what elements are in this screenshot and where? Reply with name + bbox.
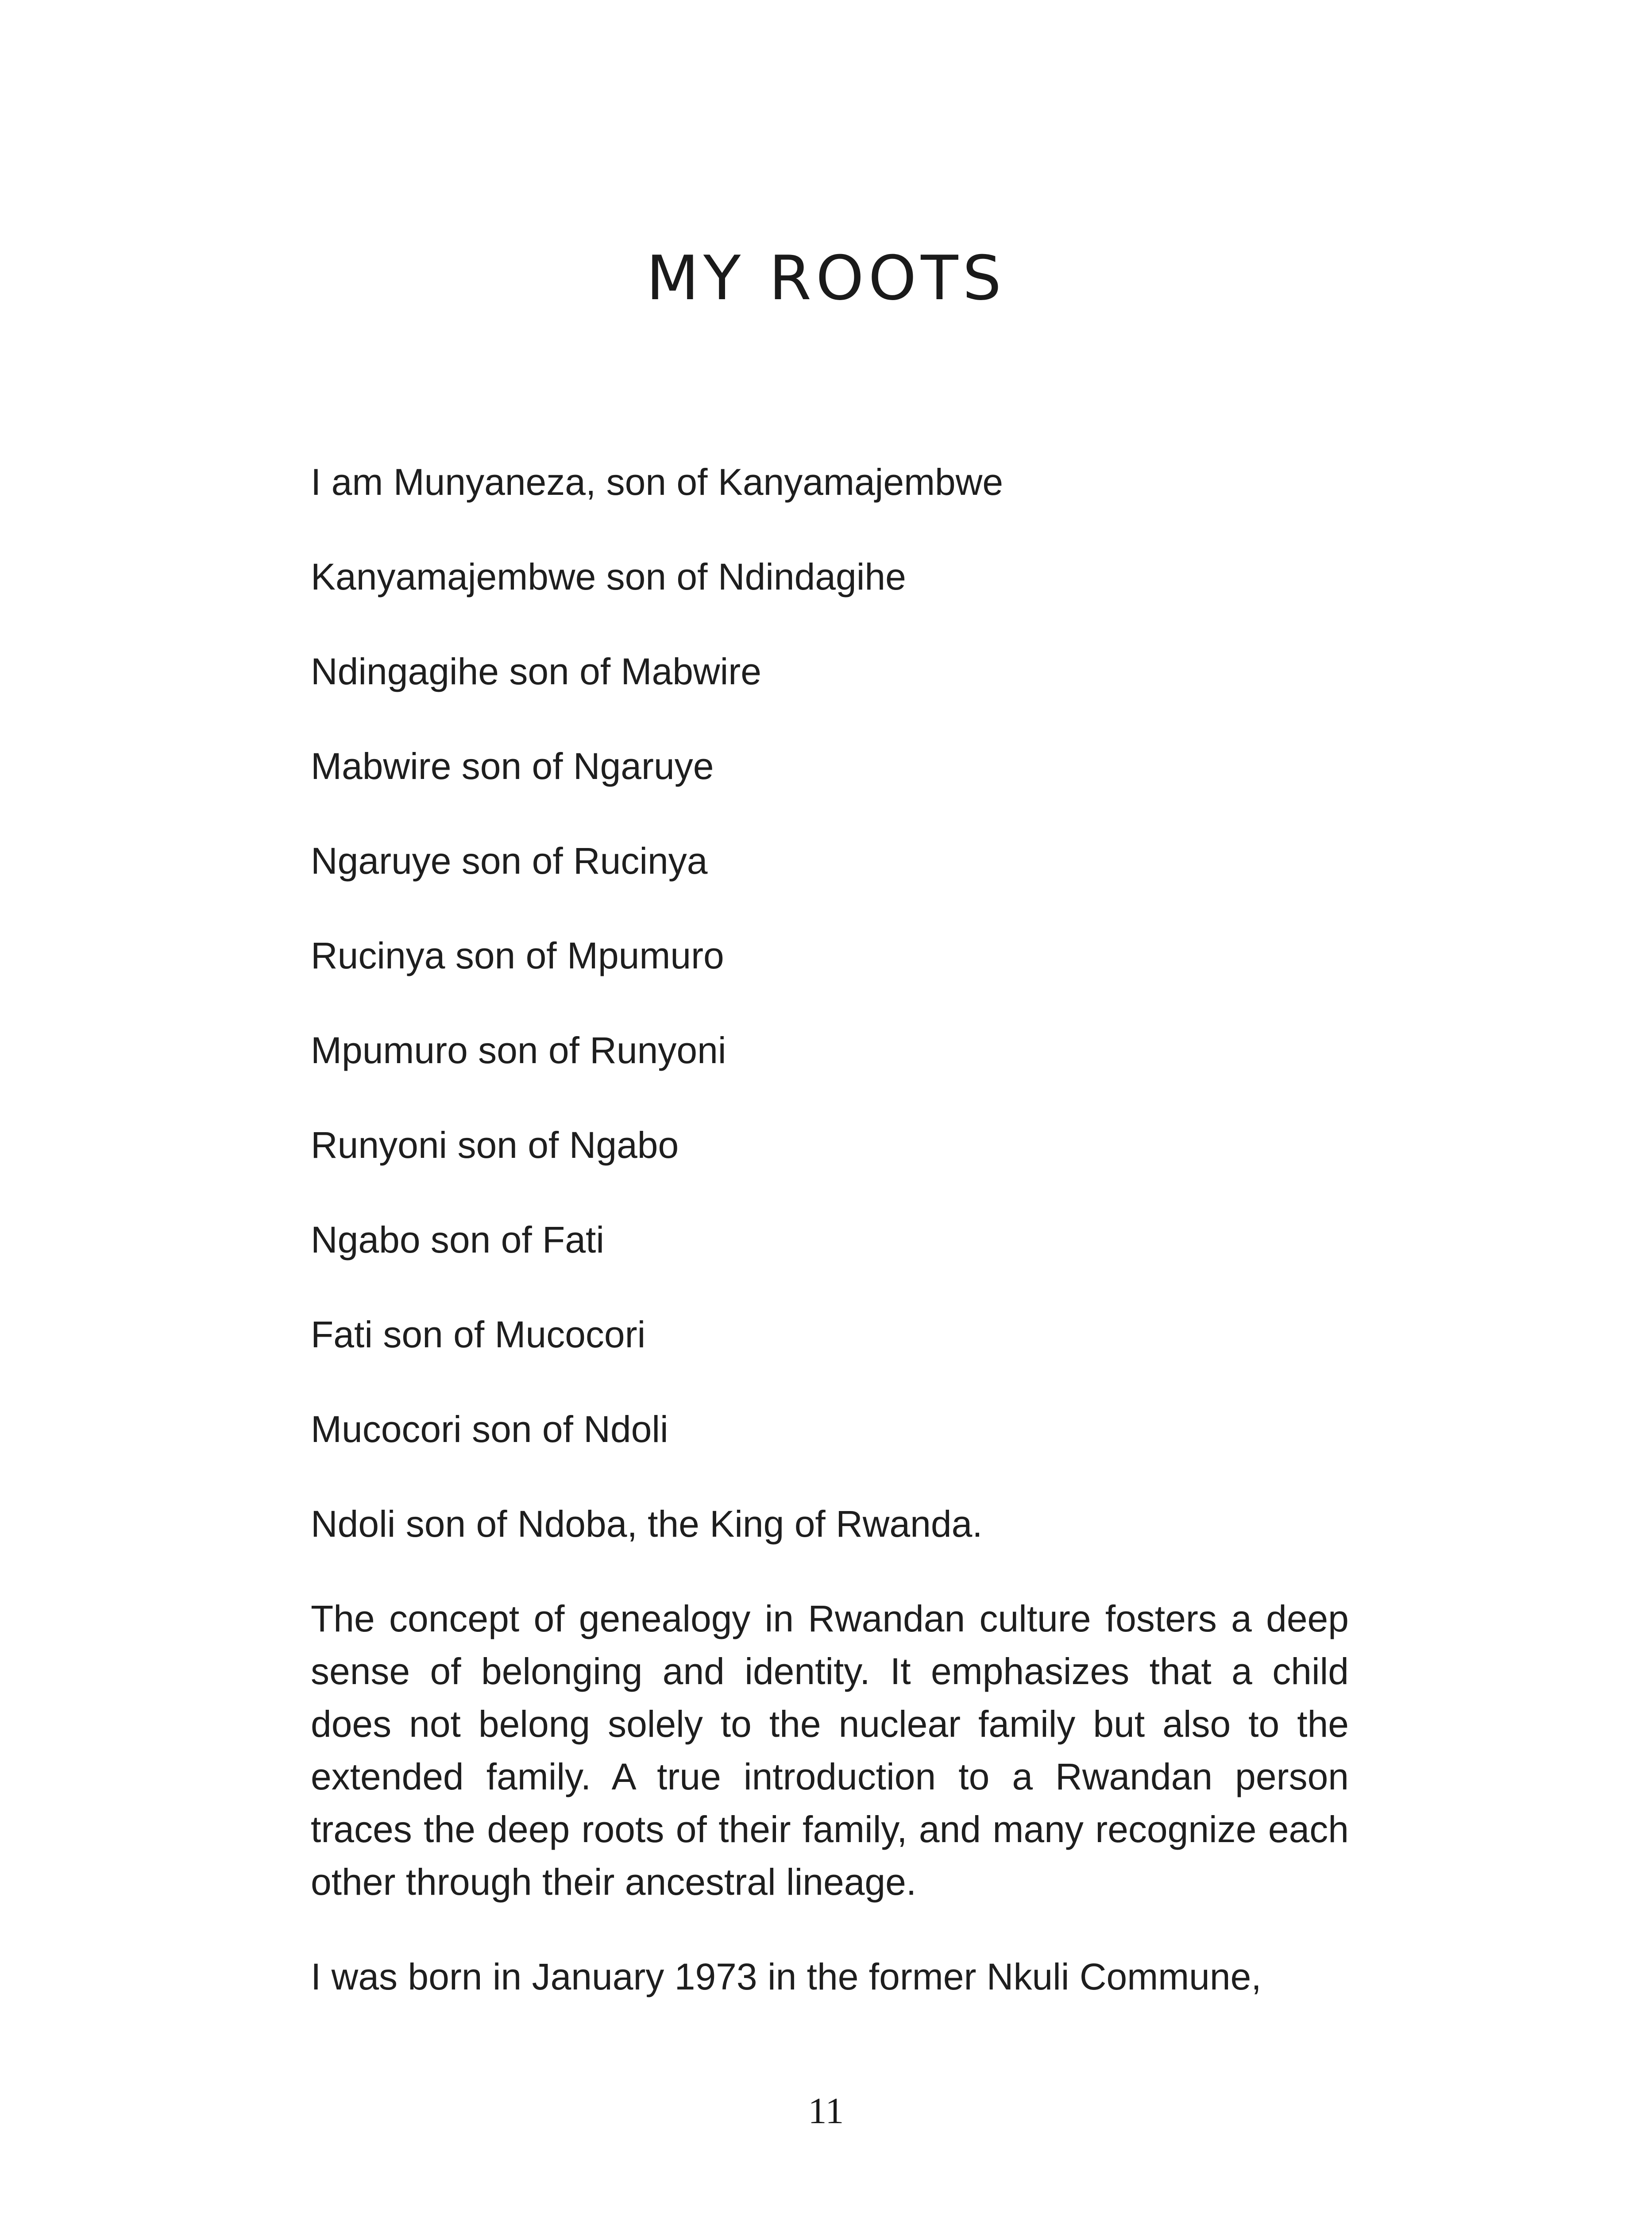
- lineage-line: Ndingagihe son of Mabwire: [311, 651, 761, 692]
- lineage-line: Ngaruye son of Rucinya: [311, 840, 708, 882]
- birth-paragraph: I was born in January 1973 in the former Nkuli Commune,: [311, 1956, 1262, 1997]
- chapter-body: [311, 456, 1349, 2045]
- page-number: 11: [808, 2090, 844, 2132]
- lineage-line: Ndoli son of Ndoba, the King of Rwanda.: [311, 1503, 983, 1545]
- lineage-line: Mucocori son of Ndoli: [311, 1408, 668, 1450]
- genealogy-paragraph: The concept of genealogy in Rwandan culture fosters a deep sense of belonging and identity. It emphasizes that a child does not belong solely to the nuclear family but also to the extended family. A true introduction to a Rwandan person traces the deep roots of their family, and many recognize each other through their ancestral lineage.: [311, 1598, 1349, 1903]
- lineage-line: Kanyamajembwe son of Ndindagihe: [311, 556, 906, 598]
- lineage-line: Rucinya son of Mpumuro: [311, 935, 724, 976]
- chapter-title: MY ROOTS: [646, 243, 1006, 314]
- lineage-line: Mabwire son of Ngaruye: [311, 745, 714, 787]
- lineage-line: Fati son of Mucocori: [311, 1314, 646, 1355]
- lineage-line: I am Munyaneza, son of Kanyamajembwe: [311, 461, 1004, 503]
- lineage-line: Mpumuro son of Runyoni: [311, 1029, 726, 1071]
- lineage-line: Ngabo son of Fati: [311, 1219, 605, 1261]
- lineage-list: [311, 456, 1349, 1550]
- lineage-line: Runyoni son of Ngabo: [311, 1124, 679, 1166]
